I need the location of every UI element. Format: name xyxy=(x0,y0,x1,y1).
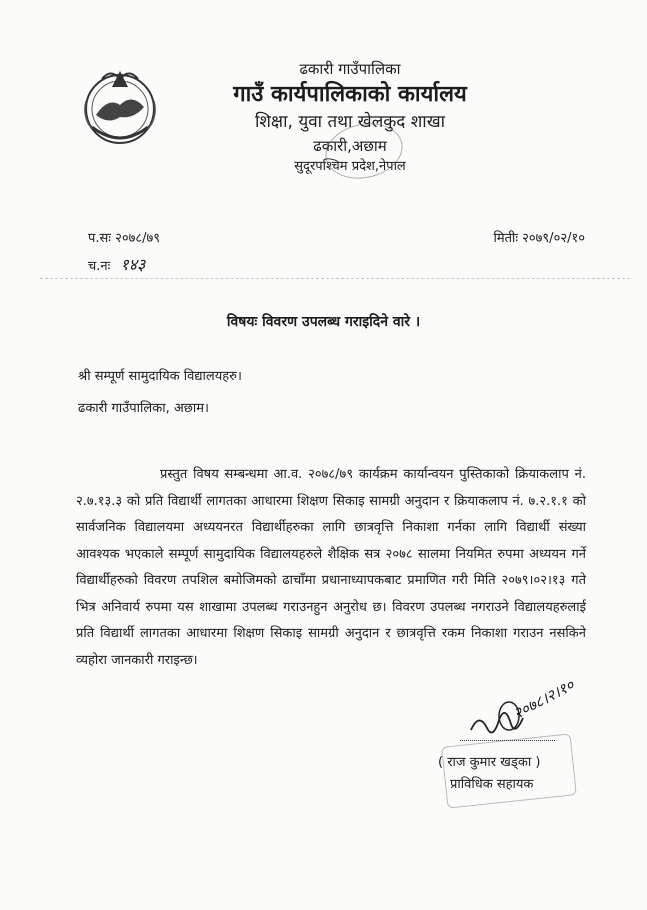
government-emblem-icon xyxy=(72,57,168,153)
office-name: गाउँ कार्यपालिकाको कार्यालय xyxy=(233,82,467,107)
reference-number: प.सः २०७८/७९ xyxy=(88,231,161,246)
section-name: शिक्षा, युवा तथा खेलकुद शाखा xyxy=(254,112,446,132)
subject-line: विषयः विवरण उपलब्ध गराइदिने वारे । xyxy=(226,314,421,330)
province-country: सुदूरपश्चिम प्रदेश,नेपाल xyxy=(294,159,406,174)
handwritten-date: २०७८।२।१० xyxy=(510,675,578,723)
divider xyxy=(40,278,630,279)
dispatch-value: १४३ xyxy=(120,255,146,274)
addressee-line-1: श्री सम्पूर्ण सामुदायिक विद्यालयहरु। xyxy=(78,369,242,384)
signer-stamp-icon xyxy=(441,733,577,808)
signer-role: प्राविधिक सहायक xyxy=(450,777,534,792)
dispatch-label: च.नः xyxy=(88,259,111,274)
letter-date: मितीः २०७९/०२/१० xyxy=(493,231,585,246)
signer-name: ( राज कुमार खड्का ) xyxy=(438,755,541,770)
letter-body: प्रस्तुत विषय सम्बन्धमा आ.व. २०७८/७९ कार्यक्रम कार्यान्वयन पुस्तिकाको क्रियाकलाप नं. २.७.१३.३ को प्रति विद्यार्थी लागतका आधारमा शिक्षण सिकाइ सामग्री अनुदान र क्रियाकलाप नं. ७.२.१.१ को सार्वजनिक विद्यालयमा अध्ययनरत विद्यार्थीहरुका लागि छात्रवृत्ति निकाशा गर्नका लागि विद्यार्थी संख्या आवश्यक भएकाले सम्पूर्ण सामुदायिक विद्यालयहरुले शैक्षिक सत्र २०७८ सालमा नियमित रुपमा अध्ययन गर्ने विद्यार्थीहरुको विवरण तपशिल बमोजिमको ढाचाँमा प्रधानाध्यापकबाट प्रमाणित गरी मिति २०७९।०२।१३ गते भित्र अनिवार्य रुपमा यस शाखामा उपलब्ध गराउनहुन अनुरोध छ। विवरण उपलब्ध नगराउने विद्यालयहरुलाई प्रति विद्यार्थी लागतका आधारमा शिक्षण सिकाइ सामग्री अनुदान र छात्रवृत्ति रकम निकाशा गराउन नसकिने व्यहोरा जानकारी गराइन्छ। xyxy=(76,467,586,668)
dispatch-number xyxy=(88,253,145,275)
addressee-line-2: ढकारी गाउँपालिका, अछाम। xyxy=(78,401,209,416)
office-location: ढकारी,अछाम xyxy=(313,137,387,155)
municipality-name: ढकारी गाउँपालिका xyxy=(299,60,401,78)
